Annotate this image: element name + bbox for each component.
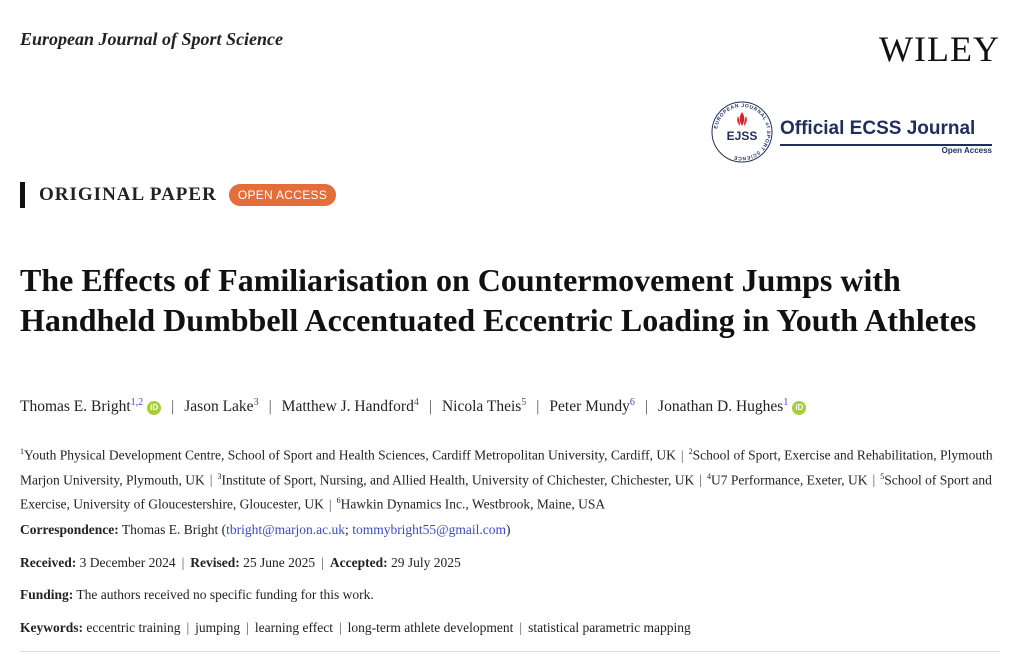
author-affil-sup: 6 [629,397,635,408]
keywords: Keywords: eccentric training | jumping | learning effect | long-term athlete development | statistical parametric mapping [20,620,691,635]
received-label: Received: [20,555,77,570]
funding-text: The authors received no specific funding for this work. [76,587,374,602]
author-item[interactable] [20,398,161,415]
author-name: Matthew J. Handford [281,398,414,416]
author-item[interactable] [549,398,635,415]
accepted-date: 29 July 2025 [390,555,461,570]
article-type-label: ORIGINAL PAPER [39,184,217,205]
author-name: Thomas E. Bright [20,398,131,416]
publisher-logo[interactable]: WILEY [879,29,1000,69]
author-separator: | [268,398,272,416]
funding [20,587,374,603]
affil-text: U7 Performance, Exeter, UK [711,472,868,487]
ecss-logo-letters: EJSS [726,129,758,143]
keyword-item: eccentric training [86,620,181,635]
author-name: Nicola Theis [441,398,522,416]
author-affil-sup: 1 [783,397,789,408]
affil-num: 1 [20,447,24,456]
affil-text: Youth Physical Development Centre, School of Sport and Health Sciences, Cardiff Metropolitan University, Cardiff, UK [24,447,676,463]
affil-num: 6 [336,496,341,505]
keyword-item: long-term athlete development [347,620,514,635]
correspondence-label: Correspondence: [20,522,119,537]
orcid-icon[interactable]: iD [792,401,806,415]
divider [20,651,1000,652]
keyword-item: jumping [195,620,241,635]
author-affil-sup: 5 [521,397,527,408]
author-item[interactable] [658,398,806,415]
author-name: Jonathan D. Hughes [658,398,784,416]
article-type-row [20,182,336,208]
author-item[interactable] [442,398,526,415]
orcid-icon[interactable]: iD [147,401,161,415]
journal-name[interactable]: European Journal of Sport Science [20,29,284,49]
affil-text: School of Sport and Exercise, University of Gloucestershire, Gloucester, UK [20,472,992,512]
author-separator: | [171,398,175,416]
accepted-label: Accepted: [329,555,388,570]
received-date: 3 December 2024 [79,555,176,570]
author-separator: | [428,398,432,416]
author-separator: | [536,398,540,416]
correspondence: Correspondence: Thomas E. Bright (tbright@marjon.ac.uk; tommybright55@gmail.com) [20,522,511,537]
keyword-item: statistical parametric mapping [528,620,691,635]
affil-text: Institute of Sport, Nursing, and Allied Health, University of Chichester, Chichester, UK [221,472,695,487]
affil-num: 5 [880,471,885,481]
affiliations: $^1$Youth Physical Development Centre, School of Sport and Health Sciences, Cardiff Metropolitan University, Cardiff, UK | $^2$School of Sport, Exercise and Rehabilitation, Plymouth Marjon University, Plymouth, UK | $^3$Institute of Sport, Nursing, and Allied Health, University of Chichester, Chichester, UK | $^4$U7 Performance, Exeter, UK | $^5$School of Sport and Exercise, University of Gloucestershire, Gloucester, UK | $^6$Hawkin Dynamics Inc., Westbrook, Maine, USA [20,447,993,512]
author-affil-sup: 4 [413,397,419,408]
ecss-badge[interactable] [710,100,1000,164]
author-affil-sup: 1,2 [130,397,144,408]
author-separator: | [644,398,649,416]
email-link-2[interactable]: tommybright55@gmail.com [352,522,506,537]
affil-text: Hawkin Dynamics Inc., Westbrook, Maine, USA [340,496,606,512]
ecss-logo-ring-text: EUROPEAN JOURNAL of SPORT SCIENCE [713,102,772,162]
email-link-1[interactable]: tbright@marjon.ac.uk [226,522,346,537]
author-item[interactable] [184,398,258,415]
affil-num: 4 [707,471,711,481]
correspondence-name: Thomas E. Bright [121,522,219,537]
author-list [20,397,1010,416]
section-marker [20,182,25,208]
affil-num: 2 [688,447,693,456]
author-name: Peter Mundy [549,398,630,416]
ejss-logo-icon [710,100,774,164]
revised-date: 25 June 2025 [243,555,316,570]
keyword-item: learning effect [254,620,333,635]
funding-label: Funding: [20,587,74,602]
open-access-badge[interactable]: OPEN ACCESS [229,184,336,206]
article-title: The Effects of Familiarisation on Countermovement Jumps with Handheld Dumbbell Accentuated Eccentric Loading in Youth Athletes [20,262,977,338]
affil-text: School of Sport, Exercise and Rehabilitation, Plymouth Marjon University, Plymouth, UK [20,447,993,487]
revised-label: Revised: [190,555,240,570]
author-item[interactable] [282,398,419,415]
ecss-title: Official ECSS Journal [780,118,976,139]
affil-num: 3 [217,471,222,481]
ecss-open-access: Open Access [941,146,992,155]
author-affil-sup: 3 [253,397,259,408]
article-dates: Received: 3 December 2024 | Revised: 25 June 2025 | Accepted: 29 July 2025 [20,555,461,570]
keywords-label: Keywords: [20,620,83,635]
author-name: Jason Lake [184,398,254,416]
